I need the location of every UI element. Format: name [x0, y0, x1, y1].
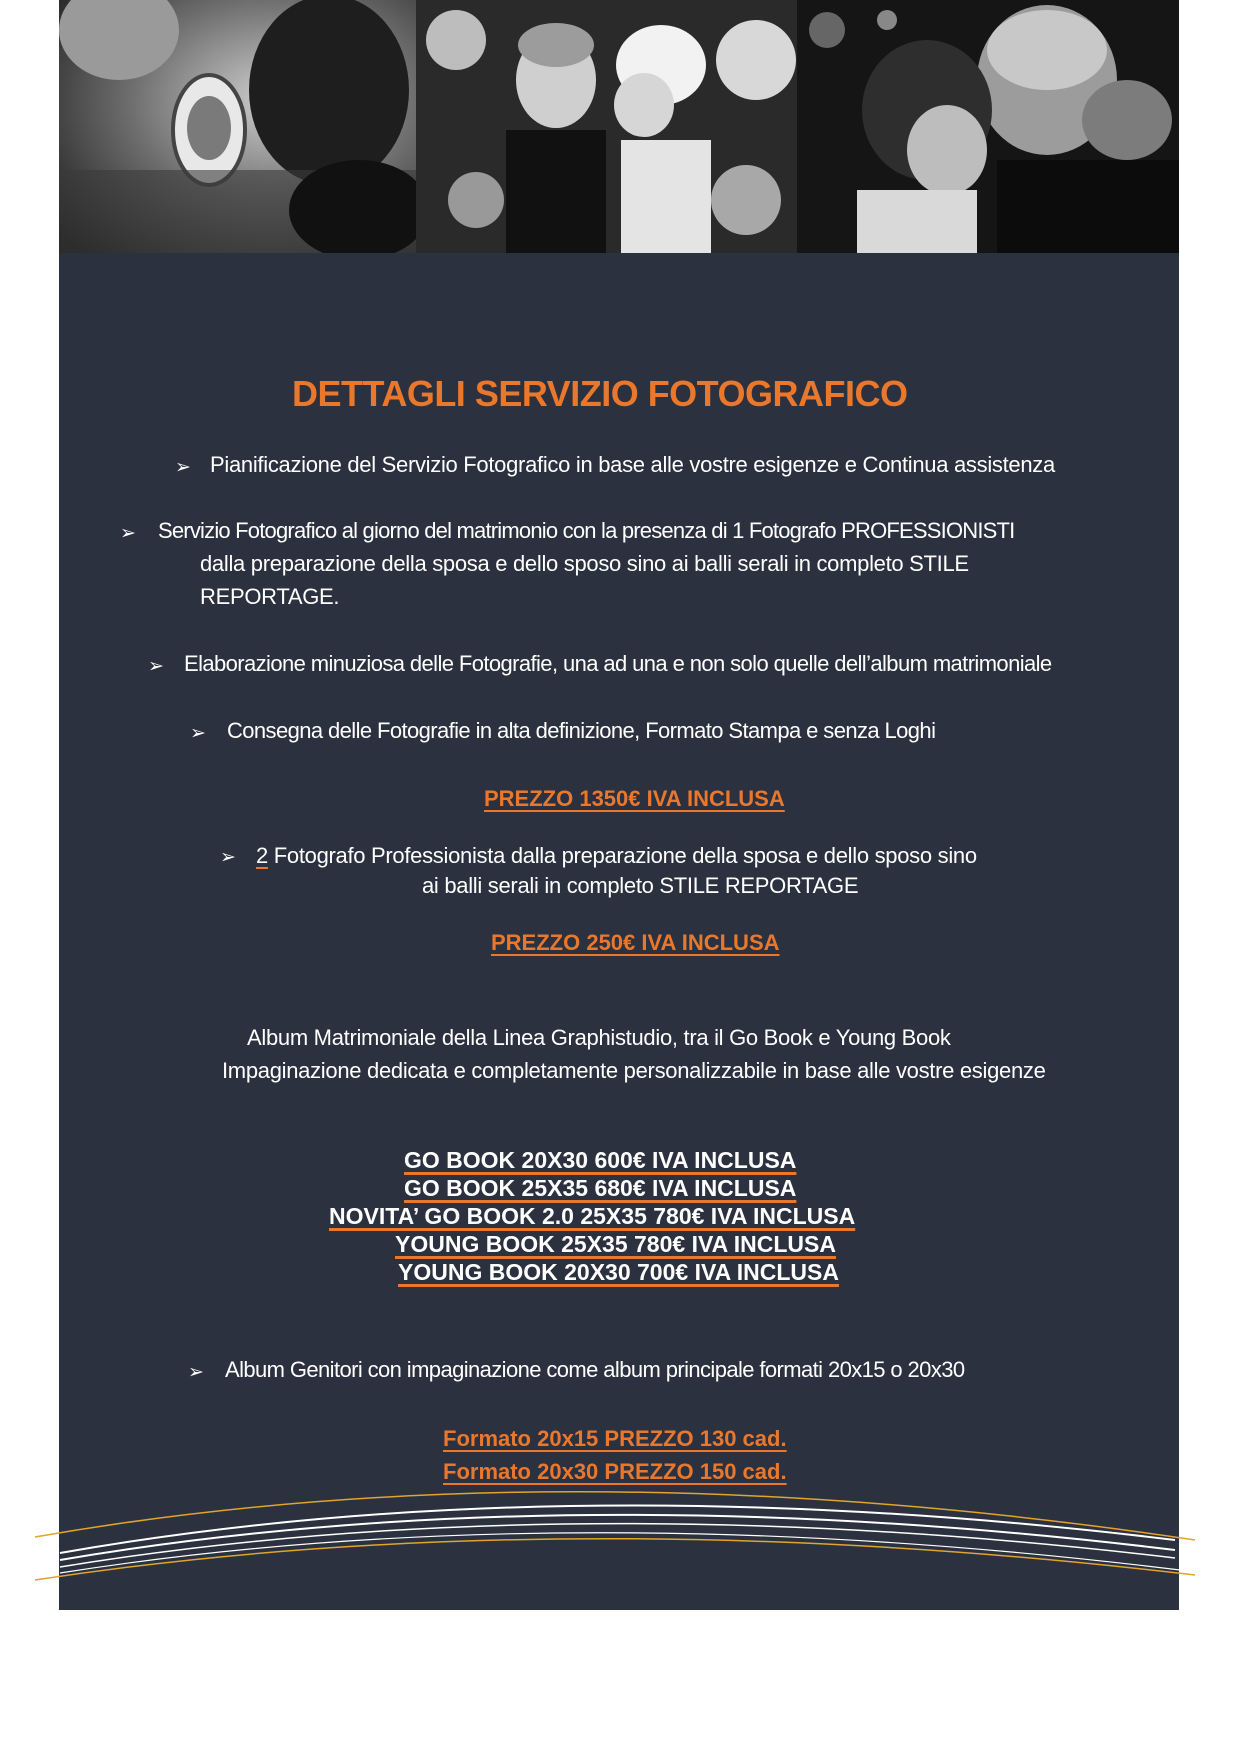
service-item-line3: REPORTAGE. [200, 584, 340, 609]
album-line2: Impaginazione dedicata e completamente personalizzabile in base alle vostre esigenze [222, 1058, 1046, 1083]
parents-album-item: Album Genitori con impaginazione come album principale formati 20x15 o 20x30 [225, 1357, 965, 1382]
format-price-item: Formato 20x15 PREZZO 130 cad. [443, 1426, 787, 1451]
book-price-item: YOUNG BOOK 25X35 780€ IVA INCLUSA [395, 1231, 836, 1257]
main-price: PREZZO 1350€ IVA INCLUSA [484, 786, 785, 811]
service-item-line2: dalla preparazione della sposa e dello sposo sino ai balli serali in completo STILE [200, 551, 969, 576]
service-item-line1: Servizio Fotografico al giorno del matrimonio con la presenza di 1 Fotografo PROFESSIONISTI [158, 518, 1015, 543]
arrow-bullet-icon: ➢ [220, 847, 236, 868]
arrow-bullet-icon: ➢ [188, 1362, 204, 1383]
book-price-item: GO BOOK 25X35 680€ IVA INCLUSA [404, 1175, 797, 1201]
second-photographer-text: Fotografo Professionista dalla preparazione della sposa e dello sposo sino [267, 843, 977, 868]
page-title: DETTAGLI SERVIZIO FOTOGRAFICO [292, 373, 908, 414]
planning-item: Pianificazione del Servizio Fotografico in base alle vostre esigenze e Continua assistenza [210, 452, 1055, 477]
bride-mirror-photo [59, 0, 416, 253]
book-price-item: GO BOOK 20X30 600€ IVA INCLUSA [404, 1147, 797, 1173]
album-line1: Album Matrimoniale della Linea Graphistudio, tra il Go Book e Young Book [247, 1025, 951, 1050]
children-kiss-photo [416, 0, 797, 253]
second-photographer-number: 2 [256, 843, 268, 868]
book-price-item: NOVITA’ GO BOOK 2.0 25X35 780€ IVA INCLUSA [329, 1203, 856, 1229]
second-price: PREZZO 250€ IVA INCLUSA [491, 930, 780, 955]
format-price-item: Formato 20x30 PREZZO 150 cad. [443, 1459, 787, 1484]
arrow-bullet-icon: ➢ [190, 723, 206, 744]
second-photographer-line2: ai balli serali in completo STILE REPORTAGE [422, 873, 859, 898]
arrow-bullet-icon: ➢ [148, 656, 164, 677]
couple-embrace-photo [797, 0, 1179, 253]
arrow-bullet-icon: ➢ [175, 457, 191, 478]
book-price-item: YOUNG BOOK 20X30 700€ IVA INCLUSA [398, 1259, 839, 1285]
decorative-swoosh [0, 1480, 1241, 1590]
editing-item: Elaborazione minuziosa delle Fotografie, una ad una e non solo quelle dell’album matrimoniale [184, 651, 1052, 676]
delivery-item: Consegna delle Fotografie in alta definizione, Formato Stampa e senza Loghi [227, 718, 936, 743]
arrow-bullet-icon: ➢ [120, 523, 136, 544]
photo-strip [59, 0, 1179, 253]
second-photographer-line1 [256, 843, 977, 869]
